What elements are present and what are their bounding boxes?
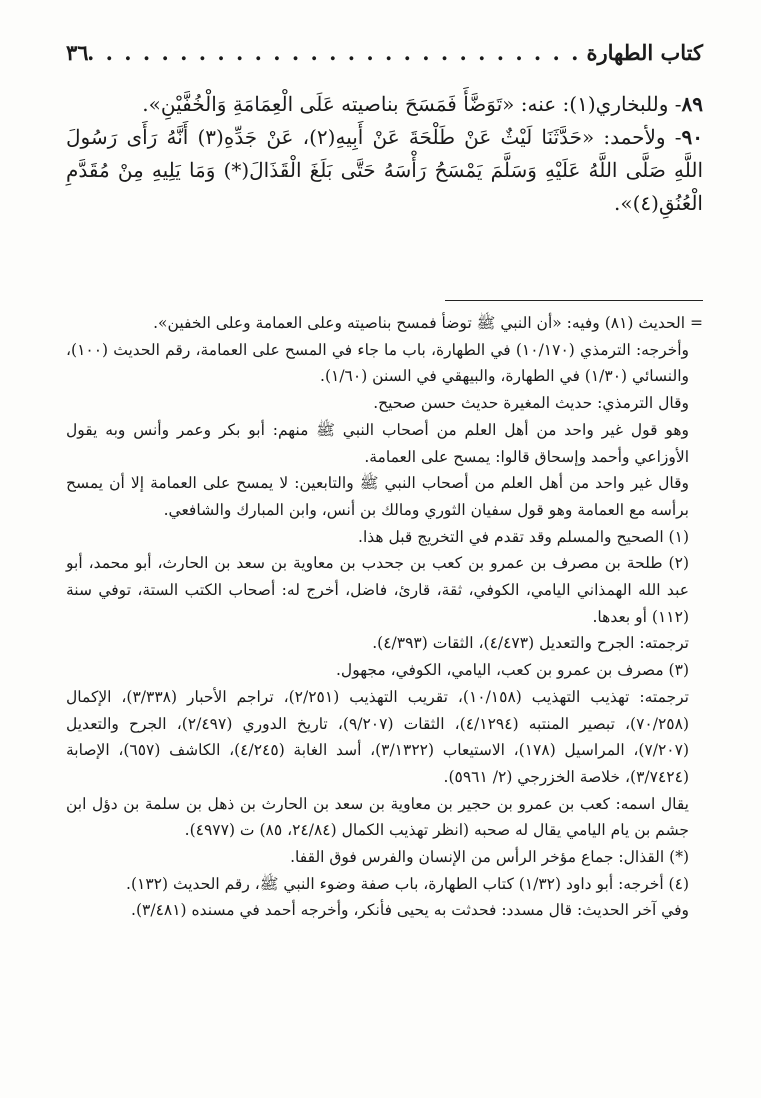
footnote-paragraph: وأخرجه: الترمذي (١٠/١٧٠) في الطهارة، باب ما جاء في المسح على العمامة، رقم الحديث (١٠٠)، والنسائي (١/٣٠) في الطهارة، والبيهقي في السنن (١/٦٠). — [66, 340, 689, 386]
hadith-text: - ولأحمد: «حَدَّثَنَا لَيْثٌ عَنْ طَلْحَةَ عَنْ أَبِيهِ(٢)، عَنْ جَدِّهِ(٣) أَنَّهُ رَأَى رَسُولَ اللَّهِ صَلَّى اللَّهُ عَلَيْهِ وَسَلَّمَ يَمْسَحُ رَأْسَهُ حَتَّى بَلَغَ الْقَذَالَ(*) وَمَا يَلِيهِ مِنْ مُقَدَّمِ الْعُنُقِ(٤)». — [66, 125, 703, 215]
footnotes — [66, 310, 703, 924]
hadith-number: ٩٠ — [681, 125, 703, 149]
book-title: كتاب الطهارة — [586, 40, 703, 65]
leader-dots — [89, 40, 587, 65]
hadith-text: - وللبخاري(١): عنه: «تَوَضَّأَ فَمَسَحَ بناصيته عَلَى الْعِمَامَةِ وَالْخُفَّيْنِ». — [142, 92, 682, 116]
footnote-paragraph: ترجمته: الجرح والتعديل (٤/٤٧٣)، الثقات (٤/٣٩٣). — [372, 634, 689, 653]
hadith-89 — [66, 88, 703, 121]
footnote-paragraph: (٤) أخرجه: أبو داود (١/٣٢) كتاب الطهارة، باب صفة وضوء النبي ﷺ، رقم الحديث (١٣٢). — [126, 874, 689, 893]
footnote-paragraph: يقال اسمه: كعب بن عمرو بن حجير بن معاوية بن سعد بن الحارث بن ذهل بن سلمة بن دؤل ابن جشم بن يام اليامي يقال له صحبه (انظر تهذيب الكمال (٢٤/٨٤، ٨٥) ت (٤٩٧٧). — [66, 794, 689, 840]
hadith-90 — [66, 121, 703, 220]
main-text — [66, 88, 703, 220]
running-header — [66, 40, 703, 65]
footnote-paragraph: وهو قول غير واحد من أهل العلم من أصحاب النبي ﷺ منهم: أبو بكر وعمر وأنس وبه يقول الأوزاعي وأحمد وإسحاق قالوا: يمسح على العمامة. — [66, 420, 689, 466]
footnote-separator — [445, 300, 703, 301]
footnote-paragraph: وفي آخر الحديث: قال مسدد: فحدثت به يحيى فأنكر، وأخرجه أحمد في مسنده (٣/٤٨١). — [131, 901, 689, 920]
footnote-paragraph: (٢) طلحة بن مصرف بن عمرو بن كعب بن جحدب بن معاوية بن سعد بن الحارث، أبو محمد، أبو عبد الله الهمذاني اليامي، الكوفي، ثقة، قارئ، فاضل، أخرج له: أصحاب الكتب الستة، توفي سنة (١١٢) أو بعدها. — [66, 554, 689, 626]
footnote-paragraph: (٣) مصرف بن عمرو بن كعب، اليامي، الكوفي، مجهول. — [336, 661, 689, 680]
footnote-paragraph: وقال غير واحد من أهل العلم من أصحاب النبي ﷺ والتابعين: لا يمسح على العمامة إلا أن يمسح برأسه مع العمامة وهو قول سفيان الثوري ومالك بن أنس، وابن المبارك والشافعي. — [66, 474, 689, 519]
page-number: ٣٦ — [66, 40, 89, 65]
footnote-paragraph: = الحديث (٨١) وفيه: «أن النبي ﷺ توضأ فمسح بناصيته وعلى العمامة وعلى الخفين». — [153, 314, 703, 332]
footnote-paragraph: ترجمته: تهذيب التهذيب (١٠/١٥٨)، تقريب التهذيب (٢/٢٥١)، تراجم الأحبار (٣/٣٣٨)، الإكمال (٧٠/٢٥٨)، تبصير المنتبه (٤/١٢٩٤)، الثقات (٩/٢٠٧)، تاريخ الدوري (٢/٤٩٧)، الجرح والتعديل (٧/٢٠٧)، المراسيل (١٧٨)، الاستيعاب (٣/١٣٢٢)، أسد الغابة (٤/٢٤٥)، الكاشف (٦٥٧)، الإصابة (٣/٧٤٢٤)، خلاصة الخزرجي (٢/ ٥٩٦١). — [66, 687, 689, 786]
hadith-number: ٨٩ — [681, 92, 703, 116]
footnote-paragraph: (*) القذال: جماع مؤخر الرأس من الإنسان والفرس فوق القفا. — [290, 848, 689, 867]
footnote-paragraph: (١) الصحيح والمسلم وقد تقدم في التخريج قبل هذا. — [358, 527, 689, 546]
footnote-paragraph: وقال الترمذي: حديث المغيرة حديث حسن صحيح. — [373, 394, 689, 413]
